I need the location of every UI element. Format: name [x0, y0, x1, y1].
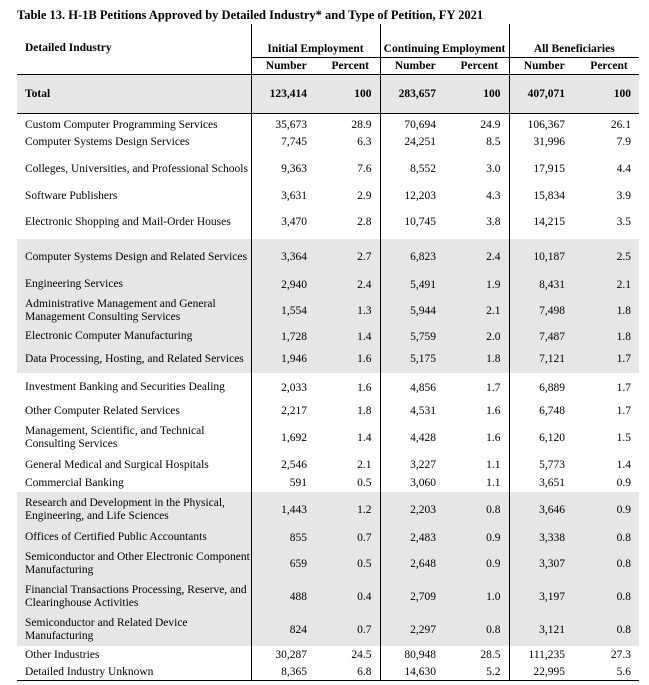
industry-name: Management, Scientific, and Technical Consulting Services [25, 425, 205, 450]
table-row [17, 646, 639, 664]
initial-percent: 1.4 [357, 432, 372, 444]
continuing-number: 70,694 [380, 117, 450, 133]
industry-name: Investment Banking and Securities Dealing [25, 381, 225, 393]
all-number: 15,834 [509, 187, 579, 205]
initial-number: 1,728 [251, 328, 321, 345]
all-percent: 26.1 [610, 119, 632, 131]
continuing-percent: 3.8 [486, 216, 501, 228]
all-number: 6,120 [509, 420, 579, 456]
all-number: 111,235 [509, 646, 579, 664]
total-all-number: 407,071 [509, 75, 579, 114]
all-percent: 3.5 [616, 216, 632, 228]
header-percent: Percent [579, 58, 639, 75]
table-row [17, 664, 639, 681]
continuing-percent: 1.7 [486, 381, 501, 394]
table-row [17, 402, 639, 420]
all-number: 6,748 [509, 402, 579, 420]
continuing-percent: 1.8 [450, 345, 509, 373]
header-detailed-industry: Detailed Industry [17, 24, 251, 75]
all-number: 7,121 [509, 345, 579, 373]
initial-percent: 2.8 [357, 216, 372, 228]
initial-number: 659 [251, 547, 321, 580]
initial-number: 1,692 [251, 420, 321, 456]
initial-percent: 28.9 [351, 119, 372, 131]
continuing-number: 5,491 [380, 275, 450, 294]
initial-number: 591 [251, 474, 321, 492]
all-number: 7,487 [509, 328, 579, 345]
all-number: 22,995 [509, 664, 579, 681]
all-percent: 2.5 [579, 239, 639, 275]
all-number: 3,338 [509, 528, 579, 547]
initial-number: 1,946 [251, 345, 321, 373]
header-number: Number [251, 58, 321, 75]
initial-number: 488 [251, 580, 321, 613]
all-percent: 1.7 [579, 345, 639, 373]
continuing-percent: 1.1 [486, 459, 501, 471]
all-number: 6,889 [509, 373, 579, 402]
continuing-percent: 2.1 [450, 294, 509, 328]
table-row [17, 456, 639, 474]
initial-percent: 2.1 [357, 459, 372, 471]
continuing-percent: 0.8 [450, 492, 509, 528]
continuing-number: 5,759 [380, 328, 450, 345]
initial-percent: 1.6 [321, 345, 380, 373]
all-percent: 27.3 [610, 649, 632, 661]
industry-name: Commercial Banking [25, 476, 124, 489]
continuing-number: 10,745 [380, 205, 450, 239]
all-number: 10,187 [509, 239, 579, 275]
continuing-percent: 0.9 [450, 528, 509, 547]
table-row [17, 239, 639, 275]
initial-percent: 2.7 [321, 239, 380, 275]
all-percent: 0.9 [579, 492, 639, 528]
all-number: 31,996 [509, 133, 579, 151]
industry-name: Computer Systems Design and Related Services [17, 239, 251, 275]
industry-name: Colleges, Universities, and Professional Schools [25, 162, 248, 175]
initial-number: 2,940 [251, 275, 321, 294]
continuing-percent: 28.5 [480, 649, 501, 661]
table-row [17, 492, 639, 528]
all-number: 3,651 [509, 474, 579, 492]
initial-percent: 2.4 [321, 275, 380, 294]
continuing-number: 2,297 [380, 613, 450, 646]
industry-name: Semiconductor and Other Electronic Component Manufacturing [17, 547, 251, 580]
industry-name: Offices of Certified Public Accountants [17, 528, 251, 547]
total-initial-percent: 100 [321, 75, 380, 114]
initial-number: 1,443 [251, 492, 321, 528]
initial-percent: 1.2 [321, 492, 380, 528]
all-number: 7,498 [509, 294, 579, 328]
all-percent: 0.8 [579, 547, 639, 580]
continuing-percent: 1.6 [486, 432, 501, 444]
industry-name: Electronic Computer Manufacturing [17, 328, 251, 345]
initial-number: 3,364 [251, 239, 321, 275]
continuing-percent: 2.0 [450, 328, 509, 345]
header-number: Number [509, 58, 579, 75]
initial-number: 7,745 [251, 133, 321, 151]
continuing-percent: 1.9 [450, 275, 509, 294]
all-number: 14,215 [509, 205, 579, 239]
all-percent: 0.9 [616, 477, 632, 489]
header-percent: Percent [450, 58, 509, 75]
all-percent: 2.1 [579, 275, 639, 294]
continuing-number: 80,948 [380, 646, 450, 664]
industry-name: Other Computer Related Services [25, 404, 180, 417]
all-number: 3,646 [509, 492, 579, 528]
total-continuing-number: 283,657 [380, 75, 450, 114]
header-continuing-employment: Continuing Employment [380, 24, 509, 58]
all-number: 17,915 [509, 151, 579, 187]
continuing-number: 12,203 [380, 187, 450, 205]
table-row [17, 547, 639, 580]
continuing-percent: 1.0 [450, 580, 509, 613]
industry-name: General Medical and Surgical Hospitals [25, 458, 209, 471]
initial-number: 3,631 [251, 187, 321, 205]
initial-number: 855 [251, 528, 321, 547]
industry-name: Detailed Industry Unknown [17, 664, 251, 681]
continuing-percent: 0.8 [450, 613, 509, 646]
all-percent: 1.4 [616, 459, 632, 471]
initial-number: 1,554 [251, 294, 321, 328]
table-row [17, 205, 639, 239]
continuing-number: 4,428 [380, 420, 450, 456]
continuing-number: 5,175 [380, 345, 450, 373]
initial-percent: 0.5 [357, 477, 372, 489]
industry-name: Other Industries [25, 648, 100, 661]
header-number: Number [380, 58, 450, 75]
continuing-percent: 1.1 [486, 477, 501, 489]
table-row [17, 328, 639, 345]
table-row [17, 117, 639, 133]
initial-percent: 0.7 [321, 528, 380, 547]
total-row [17, 75, 639, 114]
table-row [17, 373, 639, 402]
table-row [17, 275, 639, 294]
all-number: 8,431 [509, 275, 579, 294]
initial-number: 3,470 [251, 205, 321, 239]
initial-percent: 6.3 [357, 136, 372, 148]
all-percent: 0.8 [579, 613, 639, 646]
all-percent: 7.9 [616, 136, 632, 148]
initial-percent: 0.5 [321, 547, 380, 580]
all-number: 3,307 [509, 547, 579, 580]
all-percent: 1.8 [579, 294, 639, 328]
continuing-number: 3,060 [380, 474, 450, 492]
continuing-number: 2,483 [380, 528, 450, 547]
continuing-percent: 8.5 [486, 136, 501, 148]
table-row [17, 133, 639, 151]
initial-percent: 1.4 [321, 328, 380, 345]
table-row [17, 294, 639, 328]
all-percent: 4.4 [616, 163, 632, 175]
initial-percent: 6.8 [321, 664, 380, 681]
industry-name: Software Publishers [25, 189, 118, 202]
total-initial-number: 123,414 [251, 75, 321, 114]
header-all-beneficiaries: All Beneficiaries [509, 24, 639, 58]
table-row [17, 613, 639, 646]
continuing-number: 2,203 [380, 492, 450, 528]
industry-name: Custom Computer Programming Services [25, 118, 218, 131]
continuing-percent: 0.9 [450, 547, 509, 580]
table-row [17, 187, 639, 205]
initial-number: 35,673 [251, 117, 321, 133]
initial-number: 2,217 [251, 402, 321, 420]
continuing-number: 14,630 [380, 664, 450, 681]
initial-percent: 7.6 [357, 163, 372, 175]
table-row [17, 345, 639, 373]
industry-name: Data Processing, Hosting, and Related Services [17, 345, 251, 373]
continuing-number: 4,531 [380, 402, 450, 420]
header-initial-employment: Initial Employment [251, 24, 380, 58]
industry-name: Electronic Shopping and Mail-Order Houses [25, 215, 231, 228]
industry-name: Semiconductor and Related Device Manufacturing [17, 613, 251, 646]
initial-percent: 1.8 [357, 405, 372, 417]
all-number: 3,197 [509, 580, 579, 613]
continuing-percent: 2.4 [450, 239, 509, 275]
initial-percent: 1.6 [357, 381, 372, 394]
continuing-percent: 4.3 [486, 190, 501, 202]
all-percent: 3.9 [616, 190, 632, 202]
continuing-number: 8,552 [380, 151, 450, 187]
all-percent: 1.7 [616, 405, 632, 417]
all-percent: 1.5 [616, 432, 632, 444]
continuing-number: 6,823 [380, 239, 450, 275]
industry-name: Administrative Management and General Management Consulting Services [17, 294, 251, 328]
continuing-number: 2,709 [380, 580, 450, 613]
initial-number: 30,287 [251, 646, 321, 664]
all-number: 5,773 [509, 456, 579, 474]
industry-name: Computer Systems Design Services [25, 135, 190, 148]
continuing-number: 3,227 [380, 456, 450, 474]
initial-number: 2,033 [251, 373, 321, 402]
total-continuing-percent: 100 [450, 75, 509, 114]
continuing-number: 2,648 [380, 547, 450, 580]
initial-percent: 0.7 [321, 613, 380, 646]
industry-name: Financial Transactions Processing, Reserve, and Clearinghouse Activities [17, 580, 251, 613]
total-all-percent: 100 [579, 75, 639, 114]
all-number: 3,121 [509, 613, 579, 646]
table-row [17, 474, 639, 492]
continuing-percent: 1.6 [486, 405, 501, 417]
continuing-percent: 5.2 [450, 664, 509, 681]
all-percent: 1.7 [616, 381, 632, 394]
initial-number: 824 [251, 613, 321, 646]
total-label: Total [17, 75, 251, 114]
continuing-number: 24,251 [380, 133, 450, 151]
all-percent: 0.8 [579, 528, 639, 547]
continuing-percent: 24.9 [480, 119, 501, 131]
all-percent: 1.8 [579, 328, 639, 345]
initial-number: 8,365 [251, 664, 321, 681]
initial-percent: 0.4 [321, 580, 380, 613]
initial-percent: 24.5 [351, 649, 372, 661]
table-row [17, 420, 639, 456]
continuing-percent: 3.0 [486, 163, 501, 175]
header-percent: Percent [321, 58, 380, 75]
table-row [17, 528, 639, 547]
initial-number: 9,363 [251, 151, 321, 187]
industry-name: Engineering Services [17, 275, 251, 294]
continuing-number: 4,856 [380, 373, 450, 402]
continuing-number: 5,944 [380, 294, 450, 328]
table-row [17, 151, 639, 187]
all-percent: 5.6 [579, 664, 639, 681]
table-row [17, 580, 639, 613]
all-percent: 0.8 [579, 580, 639, 613]
initial-percent: 1.3 [321, 294, 380, 328]
all-number: 106,367 [509, 117, 579, 133]
h1b-industry-table [17, 24, 639, 681]
table-title: Table 13. H-1B Petitions Approved by Detailed Industry* and Type of Petition, FY 2021 [17, 8, 484, 22]
initial-percent: 2.9 [357, 190, 372, 202]
initial-number: 2,546 [251, 456, 321, 474]
industry-name: Research and Development in the Physical, Engineering, and Life Sciences [17, 492, 251, 528]
